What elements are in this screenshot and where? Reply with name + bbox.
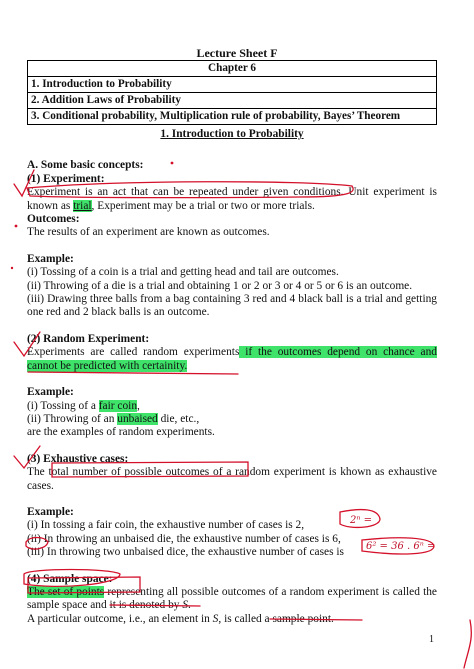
- example1-item-1: (i) Tossing of a coin is a trial and getting head and tail are outcomes.: [27, 266, 339, 279]
- fair-coin-highlight: fair coin: [98, 399, 138, 412]
- handwritten-formula-1: 2ⁿ =: [350, 515, 372, 526]
- example2-title: Example:: [27, 386, 74, 399]
- example1-title: Example:: [27, 252, 74, 265]
- random-definition-b: if the outcomes depend on chance and cannot be predicted with certainity.: [27, 346, 437, 372]
- chapter-label: Chapter 6: [28, 61, 437, 77]
- outcomes-text: The results of an experiment are known as outcomes.: [27, 226, 270, 239]
- chapter-row-1: 1. Introduction to Probability: [28, 77, 437, 93]
- exhaustive-title: (3) Exhaustive cases:: [27, 452, 129, 465]
- basic-concepts-heading: A. Some basic concepts:: [27, 159, 144, 172]
- experiment-definition-b: Unit experiment is known as: [27, 186, 437, 212]
- experiment-title: (1) Experiment:: [27, 172, 105, 185]
- example1-item-2: (ii) Throwing of a die is a trial and obtaining 1 or 2 or 3 or 4 or 5 or 6 is an outcome.: [27, 279, 413, 292]
- example1-item-3: (iii) Drawing three balls from a bag containing 3 red and 4 black ball is a trial and getting one red and 2 black balls is an outcome.: [27, 293, 437, 319]
- example3-title: Example:: [27, 505, 74, 518]
- example3-item-2: (ii) In throwing an unbaised die, the exhaustive number of cases is 6,: [27, 532, 341, 545]
- section-title: 1. Introduction to Probability: [160, 128, 304, 140]
- sample-point-definition: A particular outcome, i.e., an element in S, is called a sample point.: [27, 612, 334, 625]
- total-outcomes-phrase: total number of possible outcomes: [48, 466, 210, 479]
- sample-space-definition: The set of points representing all possible outcomes of a random experiment is called the sample space and it is denoted by S.: [27, 585, 437, 612]
- experiment-definition-c: , Experiment may be a trial or two or more trials.: [91, 199, 315, 212]
- chapter-row-2: 2. Addition Laws of Probability: [28, 93, 437, 109]
- random-experiment-definition: [27, 346, 437, 373]
- unbaised-highlight: unbaised: [117, 412, 158, 425]
- exhaustive-definition: The total number of possible outcomes of a random experiment is khown as exhaustive cases.: [27, 466, 437, 492]
- handwritten-formula-2: 6² = 36 . 6ⁿ =: [366, 541, 436, 552]
- sheet-title: Lecture Sheet F: [196, 46, 278, 60]
- example2-closing: are the examples of random experiments.: [27, 426, 215, 439]
- margin-mark: [464, 620, 471, 668]
- example2-item-1: (i) Tossing of a fair coin,: [27, 399, 140, 412]
- random-definition-a: Experiments are called random experiments: [27, 346, 240, 359]
- example3-item-3: (iii) In throwing two unbaised dice, the exhaustive number of cases is: [27, 546, 344, 559]
- experiment-definition: [27, 186, 437, 213]
- set-of-points-highlight: The set of points: [27, 585, 105, 598]
- outcomes-title: Outcomes:: [27, 213, 80, 226]
- experiment-definition-a: Experiment is an act that can be repeated under given conditions.: [27, 186, 344, 199]
- example2-item-2: (ii) Throwing of an unbaised die, etc.,: [27, 412, 200, 425]
- example3-item-1: (i) In tossing a fair coin, the exhaustive number of cases is 2,: [27, 519, 305, 532]
- random-experiment-title: (2) Random Experiment:: [27, 332, 150, 345]
- chapter-row-3: 3. Conditional probability, Multiplication rule of probability, Bayes’ Theorem: [28, 109, 437, 125]
- trial-word: trial: [73, 199, 92, 212]
- page-number: 1: [429, 634, 434, 645]
- sample-space-title: (4) Sample space:: [27, 572, 113, 585]
- chapter-table: [27, 60, 437, 125]
- sample-space-symbol: S: [182, 599, 189, 612]
